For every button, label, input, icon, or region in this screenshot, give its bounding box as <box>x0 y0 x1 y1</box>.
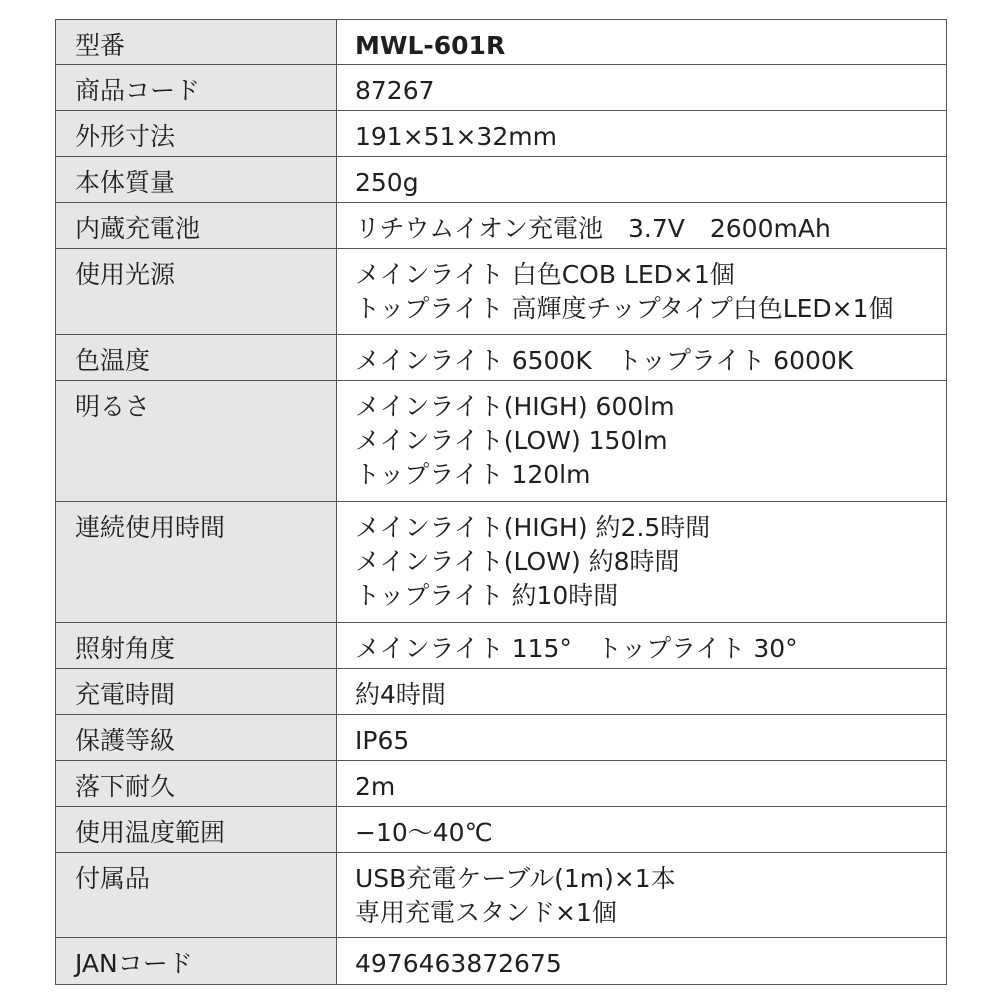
spec-row-protection-rating <box>56 715 947 761</box>
spec-row-operating-temperature <box>56 807 947 853</box>
spec-value-line: メインライト 白色COB LED×1個 <box>355 260 735 289</box>
spec-value <box>337 381 947 502</box>
spec-row-product-code <box>56 65 947 111</box>
spec-value <box>337 157 947 203</box>
spec-label: 使用温度範囲 <box>56 807 337 853</box>
spec-value-line: トップライト 120lm <box>355 460 591 489</box>
spec-row-light-source <box>56 249 947 335</box>
spec-value-line: メインライト(LOW) 約8時間 <box>355 547 680 576</box>
spec-label: 明るさ <box>56 381 337 502</box>
spec-row-color-temperature <box>56 335 947 381</box>
spec-value <box>337 938 947 985</box>
spec-row-brightness <box>56 381 947 502</box>
spec-value-line: USB充電ケーブル(1m)×1本 <box>355 864 676 893</box>
spec-value-line: 約4時間 <box>355 680 446 709</box>
spec-value-line: 専用充電スタンド×1個 <box>355 898 617 927</box>
spec-value-line: リチウムイオン充電池 3.7V 2600mAh <box>355 214 831 243</box>
spec-label: 色温度 <box>56 335 337 381</box>
spec-row-charge-time <box>56 669 947 715</box>
spec-value <box>337 761 947 807</box>
spec-value-line: 191×51×32mm <box>355 122 557 151</box>
spec-value-line: メインライト 6500K トップライト 6000K <box>355 346 854 375</box>
spec-row-jan-code <box>56 938 947 985</box>
spec-value-line: 2m <box>355 772 396 801</box>
spec-label: 内蔵充電池 <box>56 203 337 249</box>
spec-value-line: メインライト(HIGH) 600lm <box>355 392 675 421</box>
spec-table <box>55 19 947 985</box>
spec-value-line: IP65 <box>355 726 410 755</box>
spec-label: 型番 <box>56 20 337 65</box>
spec-value <box>337 335 947 381</box>
spec-label: 連続使用時間 <box>56 502 337 623</box>
spec-value <box>337 65 947 111</box>
spec-value-line: メインライト(HIGH) 約2.5時間 <box>355 513 711 542</box>
spec-row-weight <box>56 157 947 203</box>
spec-value <box>337 669 947 715</box>
spec-row-runtime <box>56 502 947 623</box>
spec-row-dimensions <box>56 111 947 157</box>
spec-label: 商品コード <box>56 65 337 111</box>
spec-value-line: 250g <box>355 168 419 197</box>
spec-label: 落下耐久 <box>56 761 337 807</box>
spec-value-line: メインライト(LOW) 150lm <box>355 426 668 455</box>
spec-label: 充電時間 <box>56 669 337 715</box>
spec-row-drop-resistance <box>56 761 947 807</box>
spec-label: 外形寸法 <box>56 111 337 157</box>
spec-value-line: MWL-601R <box>355 31 506 60</box>
spec-value <box>337 111 947 157</box>
spec-value-line: メインライト 115° トップライト 30° <box>355 634 798 663</box>
spec-value-line: 87267 <box>355 76 435 105</box>
spec-row-model <box>56 20 947 65</box>
spec-row-beam-angle <box>56 623 947 669</box>
spec-label: 照射角度 <box>56 623 337 669</box>
spec-value <box>337 807 947 853</box>
spec-value-line: トップライト 約10時間 <box>355 581 619 610</box>
spec-value-line: −10〜40℃ <box>355 818 493 847</box>
spec-value <box>337 249 947 335</box>
spec-value-line: トップライト 高輝度チップタイプ白色LED×1個 <box>355 294 894 323</box>
spec-value <box>337 20 947 65</box>
spec-value <box>337 502 947 623</box>
spec-row-accessories <box>56 853 947 938</box>
spec-label: 本体質量 <box>56 157 337 203</box>
spec-value <box>337 203 947 249</box>
spec-row-battery <box>56 203 947 249</box>
spec-label: 付属品 <box>56 853 337 938</box>
spec-value <box>337 715 947 761</box>
spec-value <box>337 853 947 938</box>
spec-value <box>337 623 947 669</box>
spec-value-line: 4976463872675 <box>355 949 562 978</box>
spec-label: 保護等級 <box>56 715 337 761</box>
spec-label: 使用光源 <box>56 249 337 335</box>
spec-label: JANコード <box>56 938 337 985</box>
